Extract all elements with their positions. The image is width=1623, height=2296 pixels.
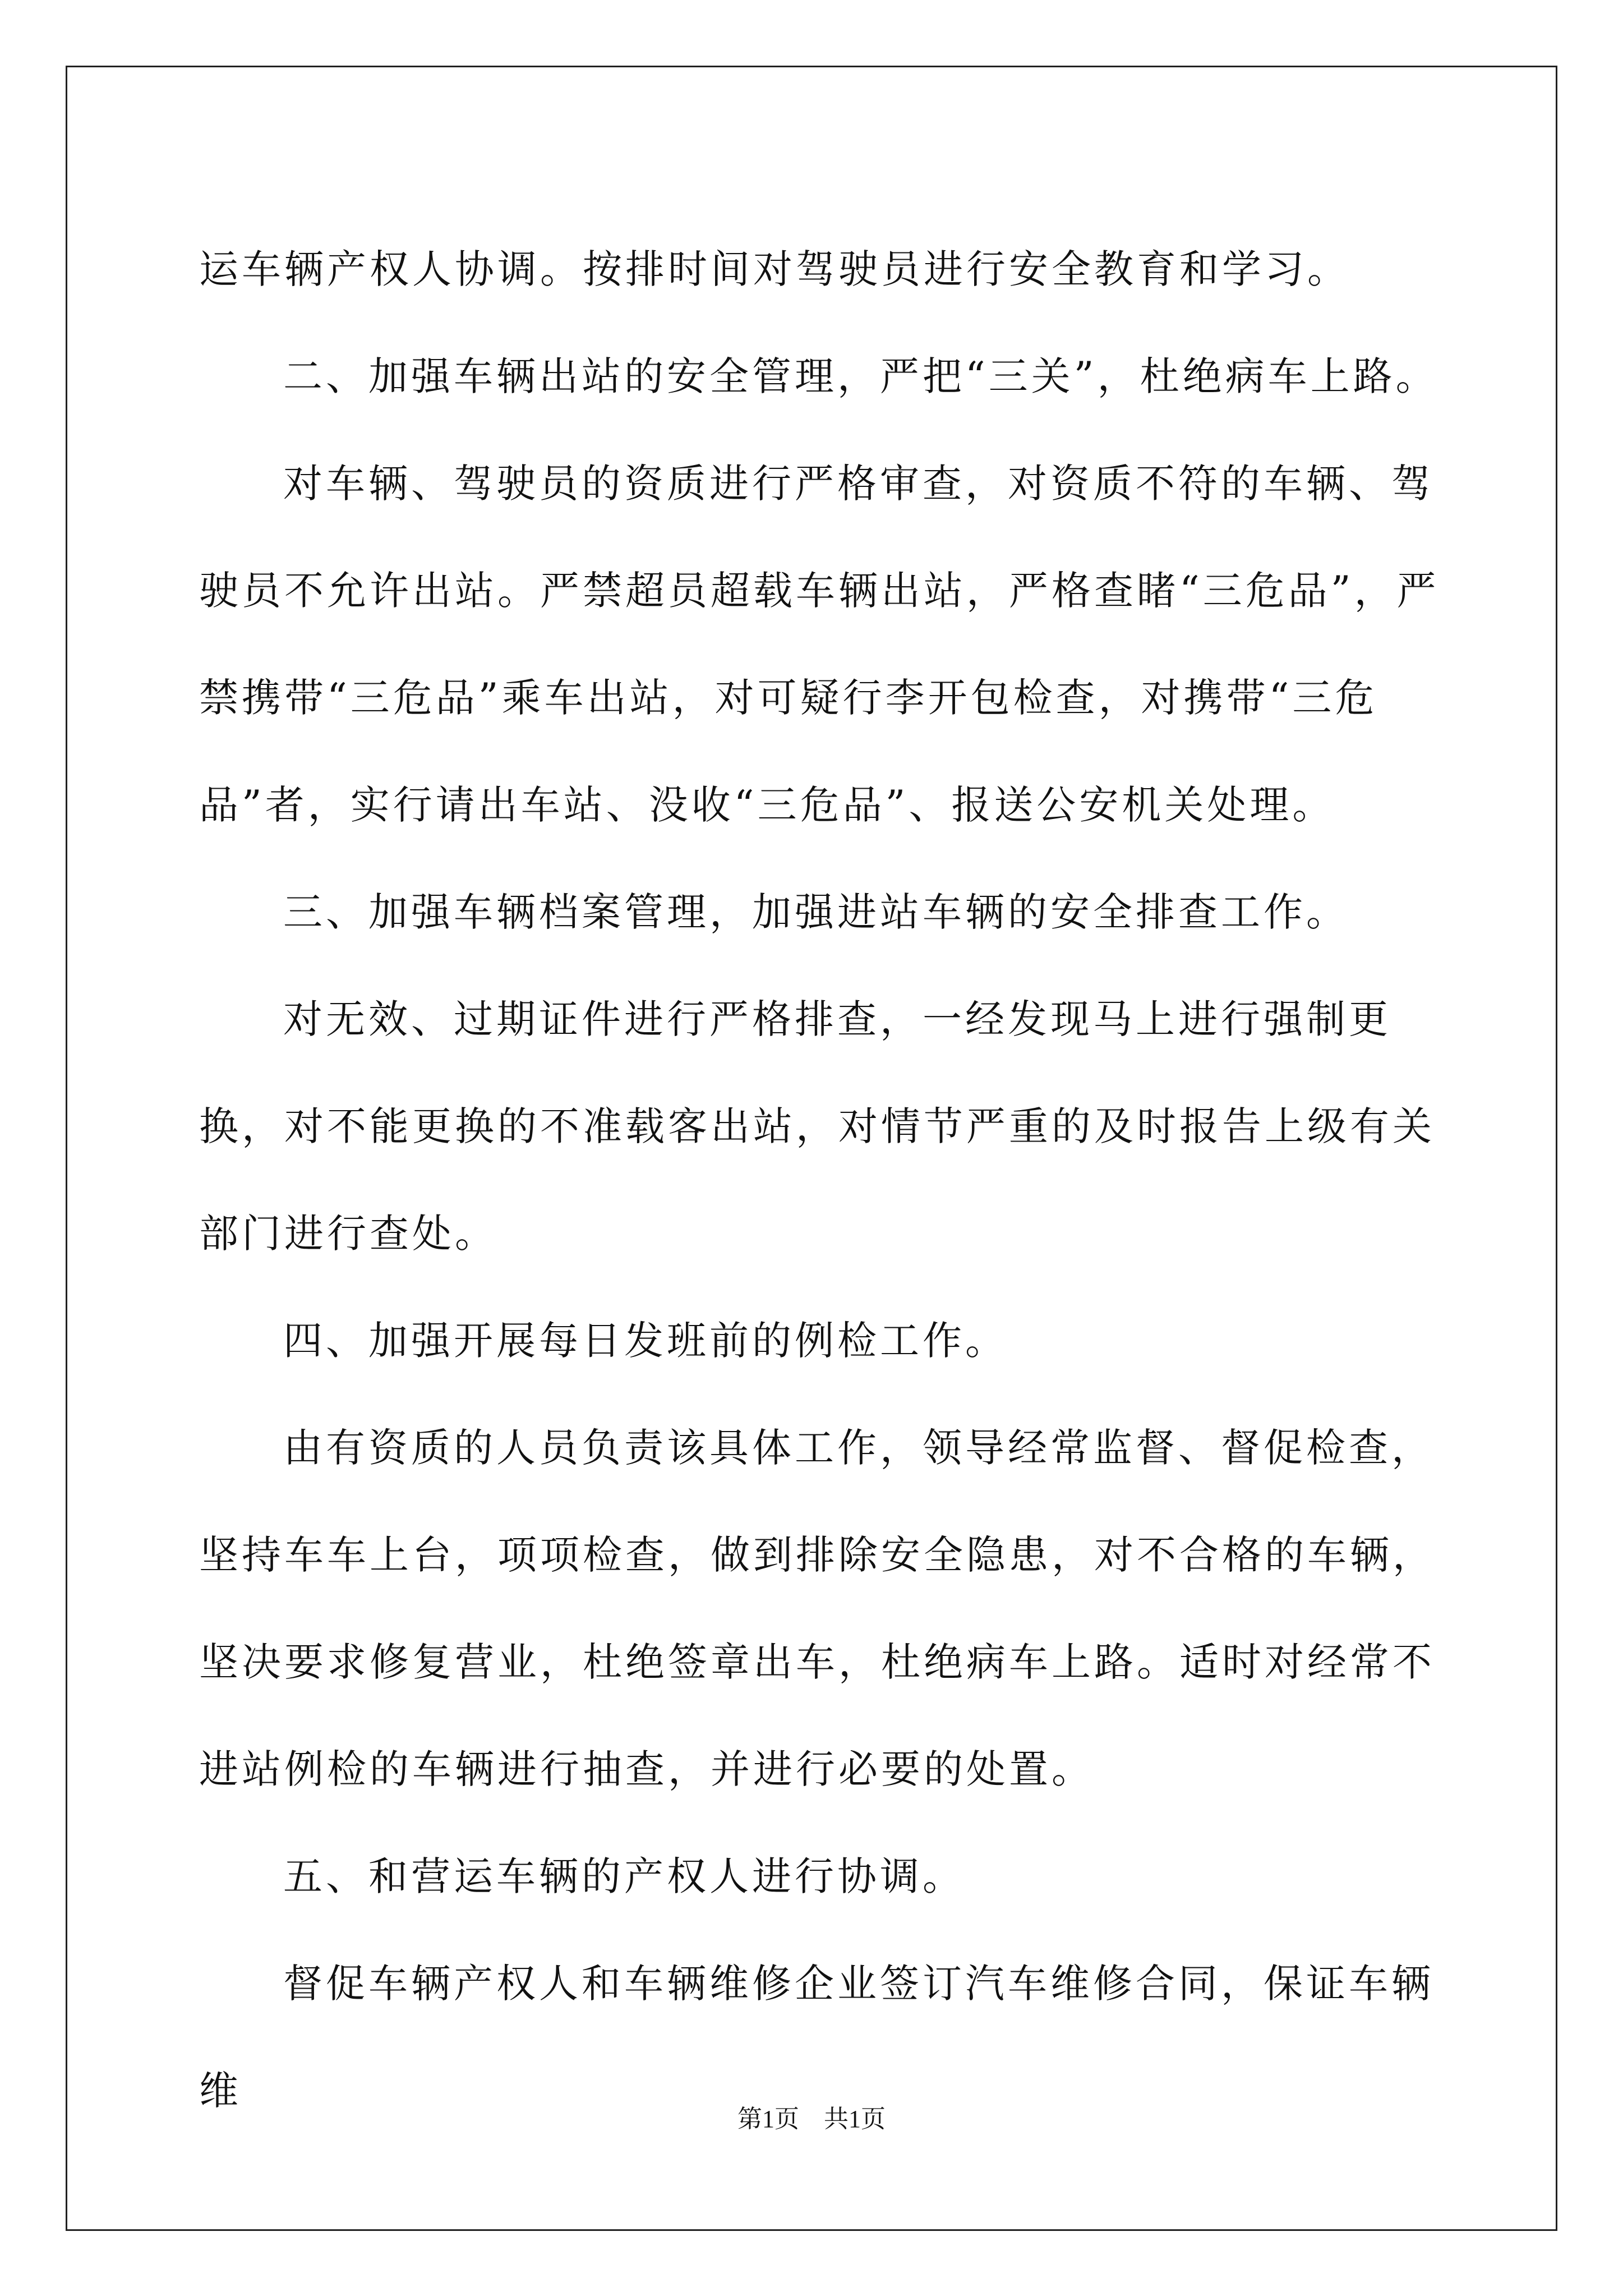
heading-section-four: 四、加强开展每日发班前的例检工作。	[283, 1318, 1008, 1364]
paragraph-continuation: 运车辆产权人协调。按排时间对驾驶员进行安全教育和学习。	[199, 246, 1350, 292]
paragraph-section-two: 对车辆、驾驶员的资质进行严格审查，对资质不符的车辆、驾驶员不允许出站。严禁超员超载车辆出站，严格查睹“三危品”，严禁携带“三危品”乘车出站，对可疑行李开包检查，对携带“三危品”者，实行请出车站、没收“三危品”、报送公安机关处理。	[199, 461, 1440, 828]
heading-section-three: 三、加强车辆档案管理，加强进站车辆的安全排查工作。	[283, 889, 1349, 935]
paragraph-section-five: 督促车辆产权人和车辆维修企业签订汽车维修合同，保证车辆维	[199, 1961, 1434, 2114]
page-footer: 第1页 共1页	[737, 2105, 886, 2133]
heading-section-two: 二、加强车辆出站的安全管理，严把“三关”，杜绝病车上路。	[283, 353, 1438, 399]
heading-section-five: 五、和营运车辆的产权人进行协调。	[283, 1853, 965, 1899]
paragraph-section-three: 对无效、过期证件进行严格排查，一经发现马上进行强制更换，对不能更换的不准载客出站，对情节严重的及时报告上级有关部门进行查处。	[199, 996, 1435, 1257]
document-body	[199, 216, 1450, 2145]
paragraph-section-four: 由有资质的人员负责该具体工作，领导经常监督、督促检查，坚持车车上台，项项检查，做到排除安全隐患，对不合格的车辆，坚决要求修复营业，杜绝签章出车，杜绝病车上路。适时对经常不进站例检的车辆进行抽查，并进行必要的处置。	[199, 1425, 1435, 1792]
